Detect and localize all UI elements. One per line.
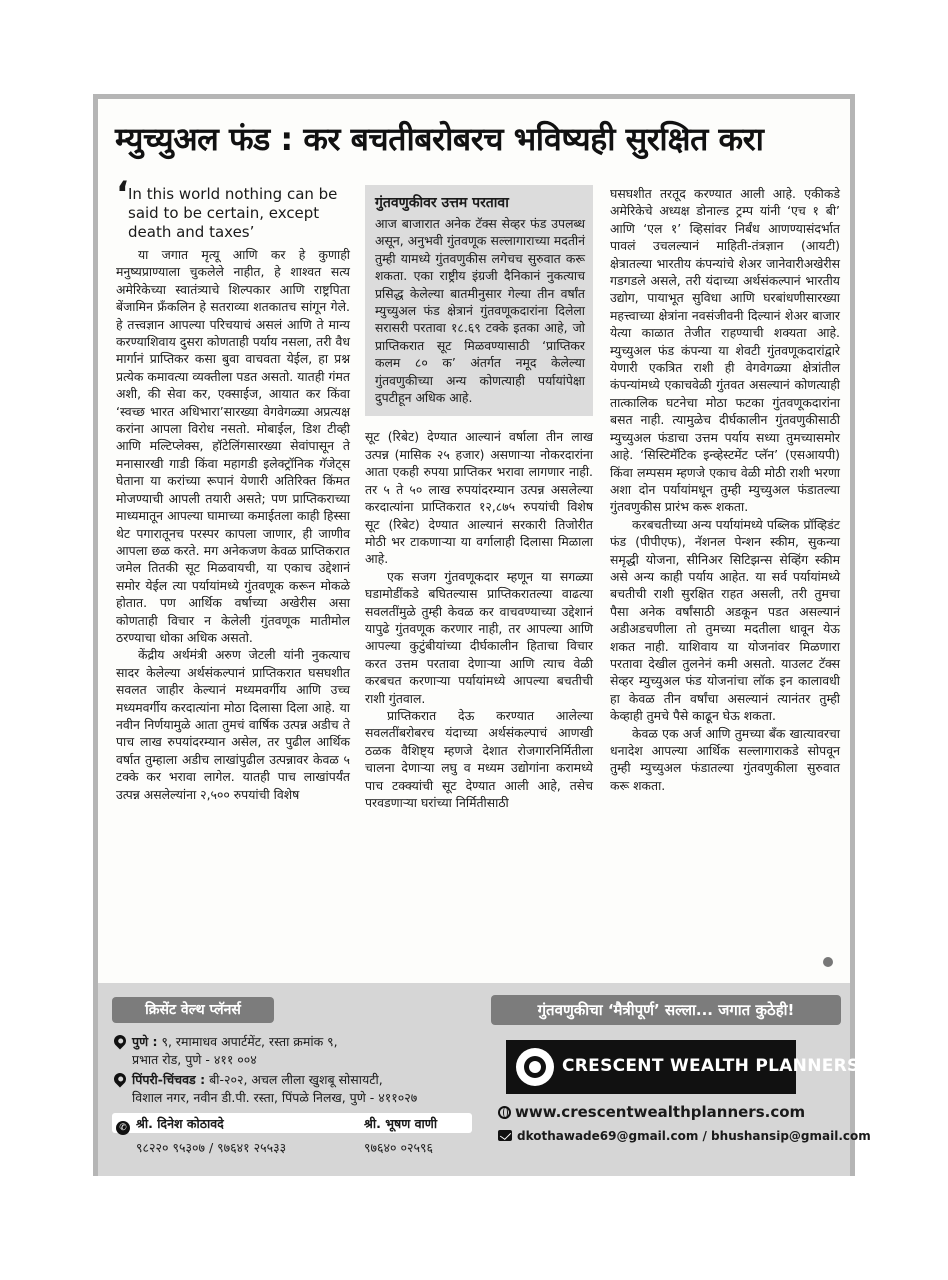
paragraph: एक सजग गुंतवणूकदार म्हणून या सगळ्या घडामोडींकडे बघितल्यास प्राप्तिकरातल्या वाढत्या सवलतींमुळे तुम्ही केवळ कर वाचवण्याच्या उद्देशानं यापुढे गुंतवणूक करणार नाही, तर आपल्या आणि आपल्या कुटुंबीयांच्या दीर्घकालीन हिताचा विचार करत उत्तम परतावा देणाऱ्या आणि त्याच वेळी करबचत करणाऱ्या पर्यायांमध्ये आपल्या बचतीची राशी गुंतवाल.	[365, 568, 593, 706]
paragraph: प्राप्तिकरात देऊ करण्यात आलेल्या सवलतींबरोबरच यंदाच्या अर्थसंकल्पाचं आणखी ठळक वैशिष्ट्य म्हणजे देशात रोजगारनिर्मितीला चालना देणाऱ्या लघु व मध्यम उद्योगांना करामध्ये पाच टक्क्यांची सूट देण्यात आली आहे, तसेच परवडणाऱ्या घरांच्या निर्मितीसाठी	[365, 707, 593, 810]
contact-names-row	[112, 1113, 472, 1133]
paragraph: करबचतीच्या अन्य पर्यायांमध्ये पब्लिक प्रॉव्हिडंट फंड (पीपीएफ), नॅशनल पेन्शन स्कीम, सुकन्या समृद्धी योजना, सीनिअर सिटिझन्स सेव्हिंग स्कीम असे अन्य काही पर्याय आहेत. या सर्व पर्यायांमध्ये बचतीची राशी सुरक्षित राहत असली, तरी तुमचा पैसा अनेक वर्षांसाठी अडकून पडत असल्यानं अडीअडचणीला तो तुमच्या मदतीला धावून येऊ शकत नाही. याशिवाय या योजनांवर मिळणारा परतावा देखील तुलनेनं कमी असतो. याउलट टॅक्स सेव्हर म्युच्युअल फंड योजनांचा लॉक इन कालावधी हा केवळ तीन वर्षांचा असल्यानं त्यानंतर तुम्ही केव्हाही तुमचे पैसे काढून घेऊ शकता.	[610, 516, 840, 724]
advertiser-footer	[98, 983, 877, 1176]
pcmc-label: पिंपरी-चिंचवड :	[132, 1072, 206, 1087]
headline: म्युच्युअल फंड : कर बचतीबरोबरच भविष्यही सुरक्षित करा	[115, 120, 764, 158]
tagline-badge: गुंतवणुकीचा ‘मैत्रीपूर्ण’ सल्ला... जगात कुठेही!	[491, 995, 841, 1025]
logo-text: CRESCENT WEALTH PLANNERS™	[562, 1056, 877, 1076]
paragraph: घसघशीत तरतूद करण्यात आली आहे. एकीकडे अमेरिकेचे अध्यक्ष डोनाल्ड ट्रम्प यांनी ‘एच १ बी’ आणि ‘एल १’ व्हिसांवर निर्बंध आणण्यासंदर्भात पावलं उचलल्यानं माहिती-तंत्रज्ञान (आयटी) क्षेत्रातल्या भारतीय कंपन्यांचे शेअर जानेवारीअखेरीस गडगडले असले, तरी यंदाच्या अर्थसंकल्पानं भारतीय उद्योग, पायाभूत सुविधा आणि घरबांधणीसारख्या महत्त्वाच्या क्षेत्रांना नवसंजीवनी दिल्यानं शेअर बाजार येत्या काळात तेजीत राहण्याची शक्यता आहे. म्युच्युअल फंड कंपन्या या शेवटी गुंतवणूकदारांद्वारे येणारी एकत्रित राशी ही वेगवेगळ्या क्षेत्रांतील कंपन्यांमध्ये एकाचवेळी गुंतवत असल्यानं कोणत्याही तात्कालिक घटनेचा मोठा फटका गुंतवणूकदारांना बसत नाही. त्यामुळेच दीर्घकालीन गुंतवणुकीसाठी म्युच्युअल फंडाचा उत्तम पर्याय सध्या तुमच्यासमोर आहे. ‘सिस्टिमॅटिक इन्व्हेस्टमेंट प्लॅन’ (एसआयपी) किंवा लम्पसम म्हणजे एकाच वेळी मोठी राशी भरणा अशा दोन पर्यायांमधून तुम्ही म्युच्युअल फंडातल्या गुंतवणुकीस प्रारंभ करू शकता.	[610, 186, 840, 515]
quote-mark-icon: ‘	[116, 174, 129, 214]
pune-address	[114, 1033, 474, 1069]
envelope-icon	[498, 1130, 512, 1141]
end-dot-icon	[823, 957, 833, 967]
box-text: आज बाजारात अनेक टॅक्स सेव्हर फंड उपलब्ध असून, अनुभवी गुंतवणूक सल्लागाराच्या मदतीनं तुम्ही यामध्ये गुंतवणुकीस लगेचच सुरुवात करू शकता. एका राष्ट्रीय इंग्रजी दैनिकानं नुकत्याच प्रसिद्ध केलेल्या बातमीनुसार गेल्या तीन वर्षांत म्युच्युअल फंड क्षेत्रानं गुंतवणूकदारांना दिलेला सरासरी परतावा १८.६९ टक्के इतका आहे, जो प्राप्तिकरात सूट मिळवण्यासाठी ‘प्राप्तिकर कलम ८० क’ अंतर्गत नमूद केलेल्या गुंतवणुकीच्या अन्य कोणत्याही पर्यायांपेक्षा दुपटीहून अधिक आहे.	[375, 216, 585, 406]
article-page	[93, 94, 877, 1176]
contact-1-name: श्री. दिनेश कोठावदे	[136, 1116, 224, 1131]
phone-icon: ✆	[116, 1121, 130, 1135]
website[interactable]	[498, 1103, 805, 1121]
contact-1-phone: ९८२२० ९५३०७ / ९७६४१ २५५३३	[136, 1140, 287, 1155]
paragraph: केवळ एक अर्ज आणि तुमच्या बँक खात्यावरचा धनादेश आपल्या आर्थिक सल्लागाराकडे सोपवून तुम्ही म्युच्युअल फंडातल्या गुंतवणुकीला सुरुवात करू शकता.	[610, 725, 840, 793]
pcmc-addr-line2: विशाल नगर, नवीन डी.पी. रस्ता, पिंपळे निलख, पुणे - ४११०२७	[132, 1090, 418, 1105]
pcmc-address	[114, 1071, 474, 1107]
pull-quote	[116, 174, 350, 242]
firm-name-badge: क्रिसेंट वेल्थ प्लॅनर्स	[112, 997, 274, 1023]
paragraph: केंद्रीय अर्थमंत्री अरुण जेटली यांनी नुकत्याच सादर केलेल्या अर्थसंकल्पानं प्राप्तिकरात घसघशीत सवलत जाहीर केल्यानं मध्यमवर्गीय आणि उच्च मध्यमवर्गीय करदात्यांना मोठा दिलासा दिला आहे. या नवीन निर्णयामुळे आता तुमचं वार्षिक उत्पन्न अडीच ते पाच लाख रुपयांदरम्यान असेल, तर पुढील आर्थिक वर्षात तुम्हाला अडीच लाखांपुढील उत्पन्नावर केवळ ५ टक्के कर भरावा लागेल. यातही पाच लाखांपर्यंत उत्पन्न असलेल्यांना २,५०० रुपयांची विशेष	[116, 647, 350, 802]
globe-icon	[498, 1106, 511, 1119]
pull-quote-text: In this world nothing can be said to be certain, except death and taxes’	[128, 185, 338, 241]
column-2	[365, 185, 593, 811]
paragraph: या जगात मृत्यू आणि कर हे कुणाही मनुष्यप्राण्याला चुकलेले नाहीत, हे शाश्वत सत्य अमेरिकेच्या स्वातंत्र्याचे शिल्पकार आणि राष्ट्रपिता बेंजामिन फ्रँकलिन हे सतराव्या शतकातच सांगून गेले. हे तत्त्वज्ञान आपल्या परिचयाचं असलं आणि ते मान्य करण्याशिवाय दुसरा कोणताही पर्याय नसला, तरी वैध मार्गानं प्राप्तिकर कसा बुवा वाचवता येईल, हा प्रश्न प्रत्येक कमावत्या व्यक्तीला पडत असतो. यातही गंमत अशी, की सेवा कर, एक्साईज, आयात कर किंवा ‘स्वच्छ भारत अधिभारा’सारख्या वेगवेगळ्या अप्रत्यक्ष करांना आपला विरोध नसतो. मोबाईल, डिश टीव्ही आणि मल्टिप्लेक्स, हॉटेलिंगसारख्या सेवांपासून ते मनासारखी गाडी किंवा महागडी इलेक्ट्रॉनिक गॅजेट्स घेताना या करांच्या रूपानं येणारी अतिरिक्त किंमत मोजण्याची आपली तयारी असते; पण प्राप्तिकराच्या माध्यमातून आपल्या घामाच्या कमाईतला काही हिस्सा थेट पगारातूनच परस्पर कापला जाणार, ही जाणीव आपला छळ करते. मग अनेकजण केवळ प्राप्तिकरात जमेल तितकी सूट मिळवायची, या एकाच उद्देशानं समोर येईल त्या पर्यायांमध्ये गुंतवणूक करून मोकळे होतात. पण आर्थिक वर्षाच्या अखेरीस असा कोणताही विचार न केलेली गुंतवणूक मातीमोल ठरण्याचा धोका अधिक असतो.	[116, 247, 350, 645]
column-1	[116, 174, 350, 803]
pin-icon	[112, 1071, 129, 1088]
pune-addr-line2: प्रभात रोड, पुणे - ४११ ००४	[132, 1052, 257, 1067]
crescent-logo-icon	[516, 1048, 554, 1086]
contact-1	[116, 1115, 224, 1135]
box-title: गुंतवणुकीवर उत्तम परतावा	[375, 195, 509, 211]
highlight-box	[365, 185, 593, 416]
website-text: www.crescentwealthplanners.com	[515, 1103, 806, 1121]
pune-addr-line1: ९, रमामाधव अपार्टमेंट, रस्ता क्रमांक ९,	[161, 1034, 338, 1049]
contact-2-phone: ९७६४० ०२५९६	[364, 1140, 433, 1155]
pcmc-addr-line1: बी-२०२, अचल लीला खुशबू सोसायटी,	[209, 1072, 383, 1087]
emails-text: dkothawade69@gmail.com / bhushansip@gmail.com	[517, 1129, 871, 1143]
contact-2-name: श्री. भूषण वाणी	[364, 1116, 438, 1131]
pune-label: पुणे :	[132, 1034, 158, 1049]
paragraph: सूट (रिबेट) देण्यात आल्यानं वर्षाला तीन लाख उत्पन्न (मासिक २५ हजार) असणाऱ्या नोकरदारांना आता एकही रुपया प्राप्तिकर भरावा लागणार नाही. तर ५ ते ५० लाख रुपयांदरम्यान उत्पन्न असलेल्या करदात्यांना प्राप्तिकरात १२,८७५ रुपयांची विशेष सूट (रिबेट) देण्यात आल्यानं सरकारी तिजोरीत मोठी भर टाकणाऱ्या या वर्गालाही दिलासा मिळाला आहे.	[365, 429, 593, 567]
pin-icon	[112, 1033, 129, 1050]
column-3	[610, 185, 840, 794]
company-logo	[506, 1040, 877, 1094]
emails[interactable]	[498, 1129, 871, 1143]
